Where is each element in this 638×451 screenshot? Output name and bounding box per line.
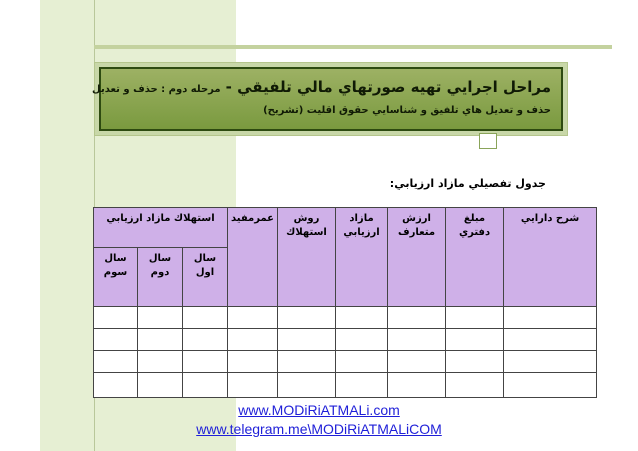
slide-title-main: مراحل اجرايي تهيه صورتهاي مالي تلفيقي - xyxy=(225,78,551,96)
decorative-top-stripe xyxy=(94,45,612,49)
col-header-surplus-depreciation: استهلاك مازاد ارزيابي xyxy=(94,208,228,248)
col-header-fair-value: ارزش متعارف xyxy=(388,208,446,307)
footer-telegram-link[interactable]: www.telegram.me\MODiRiATMALiCOM xyxy=(196,421,442,437)
footer-website-link[interactable]: www.MODiRiATMALi.com xyxy=(238,402,400,418)
slide-header-panel xyxy=(92,67,563,131)
table-row xyxy=(94,329,597,351)
col-subheader-year-1: سال اول xyxy=(183,248,228,307)
table-row xyxy=(94,351,597,373)
col-header-appraisal-surplus: مازاد ارزيابي xyxy=(336,208,388,307)
slide-subtitle: حذف و تعديل هاي تلفيق و شناسايي حقوق اقليت (تشريح) xyxy=(263,105,551,116)
table-row xyxy=(94,373,597,398)
table-caption: جدول تفصيلي مازاد ارزيابي: xyxy=(389,177,546,190)
decorative-corner-box xyxy=(479,133,497,149)
appraisal-surplus-table xyxy=(93,207,597,398)
table-row xyxy=(94,307,597,329)
slide-title xyxy=(92,77,551,96)
col-header-book-value: مبلغ دفتري xyxy=(446,208,504,307)
col-header-asset-description: شرح دارايي xyxy=(504,208,597,307)
col-header-depreciation-method: روش استهلاك xyxy=(278,208,336,307)
slide-header xyxy=(94,62,568,136)
col-subheader-year-2: سال دوم xyxy=(138,248,183,307)
slide-title-sub: مرحله دوم : حذف و تعديل xyxy=(92,84,221,95)
col-header-useful-life: عمرمفيد xyxy=(228,208,278,307)
col-subheader-year-3: سال سوم xyxy=(94,248,138,307)
